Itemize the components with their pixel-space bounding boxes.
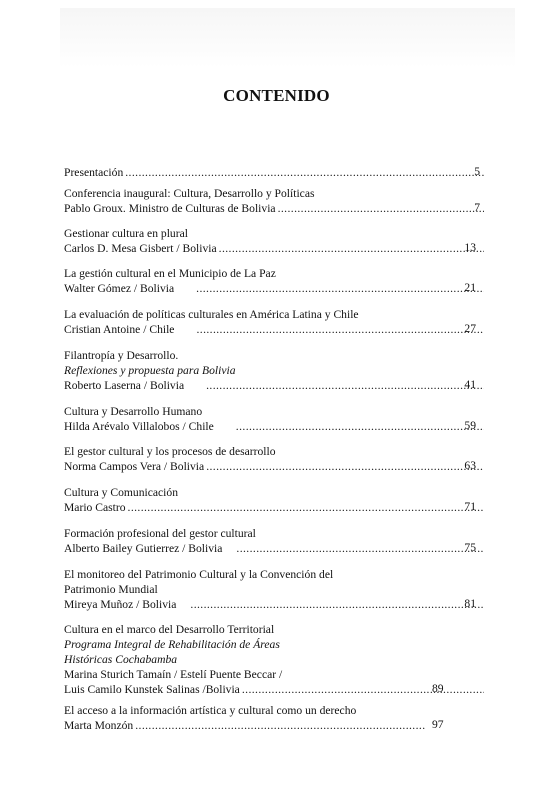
toc-line: Hilda Arévalo Villalobos / Chile [64, 420, 214, 433]
toc-line-italic: Históricas Cochabamba [64, 653, 178, 666]
toc-entry-gestion-municipio[interactable] [64, 266, 484, 296]
dot-leader [135, 718, 425, 733]
toc-line: Alberto Bailey Gutierrez / Bolivia [64, 542, 223, 555]
toc-line: Presentación [64, 166, 124, 179]
toc-page-number: 5 [474, 165, 480, 178]
toc-page-number: 97 [432, 718, 444, 731]
toc-page-number: 13 [464, 241, 476, 254]
toc-page-number: 75 [464, 541, 476, 554]
toc-line: El acceso a la información artística y cultural como un derecho [64, 704, 357, 717]
dot-leader [128, 500, 484, 515]
toc-page-number: 41 [464, 378, 476, 391]
toc-line: Cultura y Desarrollo Humano [64, 405, 203, 418]
toc-entry-gestionar[interactable] [64, 226, 484, 256]
toc-line: Marta Monzón [64, 719, 134, 732]
toc-line: Cristian Antoine / Chile [64, 323, 175, 336]
toc-entry-filantropia[interactable] [64, 348, 484, 393]
toc-line: Cultura y Comunicación [64, 486, 178, 499]
toc-page-number: 71 [464, 500, 476, 513]
toc-page-number: 63 [464, 459, 476, 472]
toc-entry-presentacion[interactable] [64, 165, 484, 180]
dot-leader [125, 165, 484, 180]
toc-line: Mario Castro [64, 501, 126, 514]
toc-entry-comunicacion[interactable] [64, 485, 484, 515]
toc-page-number: 59 [464, 419, 476, 432]
toc-line: Roberto Laserna / Bolivia [64, 379, 185, 392]
toc-line: La gestión cultural en el Municipio de La Paz [64, 267, 276, 280]
toc-line: Norma Campos Vera / Bolivia [64, 460, 205, 473]
toc-line: Luis Camilo Kunstek Salinas /Bolivia [64, 683, 240, 696]
toc-line: Formación profesional del gestor cultural [64, 527, 256, 540]
toc-line: Patrimonio Mundial [64, 583, 158, 596]
toc-line: Mireya Muñoz / Bolivia [64, 598, 177, 611]
toc-line: Cultura en el marco del Desarrollo Territorial [64, 623, 275, 636]
toc-entry-conferencia[interactable] [64, 186, 484, 216]
toc-entry-acceso-informacion[interactable] [64, 703, 484, 733]
toc-entry-formacion[interactable] [64, 526, 484, 556]
toc-page-number: 81 [464, 597, 476, 610]
toc-line: Conferencia inaugural: Cultura, Desarrollo y Políticas [64, 187, 315, 200]
toc-entry-monitoreo[interactable] [64, 567, 484, 612]
toc-entry-evaluacion[interactable] [64, 307, 484, 337]
toc-entry-cultura-desarrollo-humano[interactable] [64, 404, 484, 434]
toc-line: Carlos D. Mesa Gisbert / Bolivia [64, 242, 217, 255]
toc-entry-desarrollo-territorial[interactable] [64, 622, 484, 697]
toc-line-italic: Programa Integral de Rehabilitación de Áreas [64, 638, 280, 651]
toc-line: Marina Sturich Tamaín / Estelí Puente Beccar / [64, 668, 283, 681]
toc-line: Filantropía y Desarrollo. [64, 349, 179, 362]
toc-line: Pablo Groux. Ministro de Culturas de Bolivia [64, 202, 276, 215]
toc-page-number: 27 [464, 322, 476, 335]
toc-line: El monitoreo del Patrimonio Cultural y la Convención del [64, 568, 334, 581]
toc-page-number: 89 [432, 682, 444, 695]
scan-shadow [60, 8, 515, 68]
toc-line: Walter Gómez / Bolivia [64, 282, 175, 295]
toc-entry-gestor-cultural[interactable] [64, 444, 484, 474]
toc-page-number: 7 [474, 201, 480, 214]
toc-page-number: 21 [464, 281, 476, 294]
toc-line: Gestionar cultura en plural [64, 227, 188, 240]
toc-line-italic: Reflexiones y propuesta para Bolivia [64, 364, 236, 377]
toc-line: La evaluación de políticas culturales en América Latina y Chile [64, 308, 359, 321]
page-title: CONTENIDO [223, 86, 330, 105]
toc-line: El gestor cultural y los procesos de desarrollo [64, 445, 276, 458]
